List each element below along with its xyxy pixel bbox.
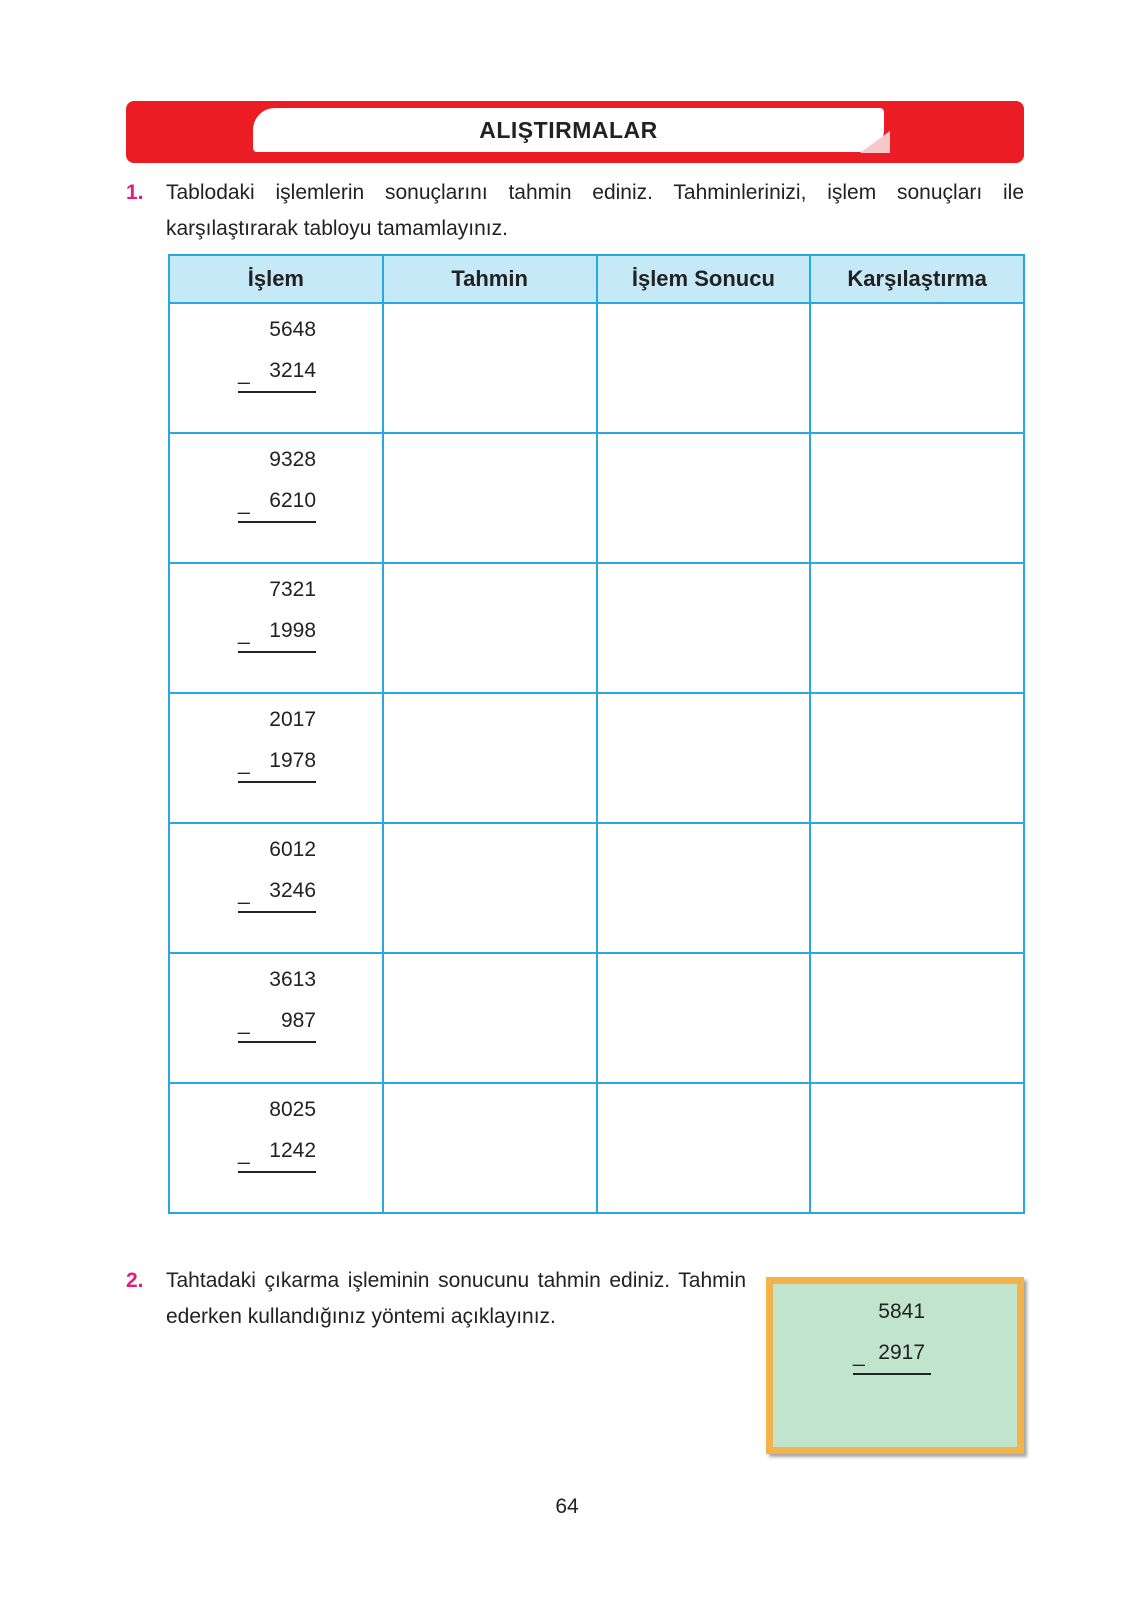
board-minuend: 5841	[878, 1300, 925, 1323]
minuend: 7321	[269, 578, 316, 601]
table-row	[169, 563, 1024, 693]
board-minus-sign: _	[853, 1344, 865, 1367]
subtrahend: 3214	[269, 359, 316, 382]
subtrahend: 3246	[269, 879, 316, 902]
comparison-cell[interactable]	[810, 693, 1024, 823]
estimate-cell[interactable]	[383, 693, 597, 823]
subtraction	[238, 434, 316, 562]
minus-sign: _	[238, 492, 250, 515]
estimate-cell[interactable]	[383, 953, 597, 1083]
board-result-line	[853, 1373, 931, 1375]
estimate-cell[interactable]	[383, 563, 597, 693]
result-line	[238, 1171, 316, 1173]
comparison-cell[interactable]	[810, 953, 1024, 1083]
operation-cell	[169, 1083, 383, 1213]
question-1-text: Tablodaki işlemlerin sonuçlarını tahmin ediniz. Tahminlerinizi, işlem sonuçları ile karşılaştırarak tabloyu tamamlayınız.	[166, 181, 1024, 240]
header-islem-sonucu: İşlem Sonucu	[597, 255, 811, 303]
result-cell[interactable]	[597, 953, 811, 1083]
table-row	[169, 303, 1024, 433]
header-karsilastirma: Karşılaştırma	[810, 255, 1024, 303]
comparison-cell[interactable]	[810, 433, 1024, 563]
minuend: 2017	[269, 708, 316, 731]
subtraction	[238, 564, 316, 692]
subtrahend: 6210	[269, 489, 316, 512]
comparison-cell[interactable]	[810, 1083, 1024, 1213]
question-2-number: 2.	[126, 1269, 144, 1292]
section-title: ALIŞTIRMALAR	[253, 108, 884, 152]
header-islem: İşlem	[169, 255, 383, 303]
subtraction	[238, 1084, 316, 1212]
comparison-cell[interactable]	[810, 823, 1024, 953]
result-cell[interactable]	[597, 563, 811, 693]
operation-cell	[169, 433, 383, 563]
minus-sign: _	[238, 622, 250, 645]
result-line	[238, 1041, 316, 1043]
result-cell[interactable]	[597, 303, 811, 433]
table-row	[169, 823, 1024, 953]
result-cell[interactable]	[597, 693, 811, 823]
result-cell[interactable]	[597, 433, 811, 563]
minuend: 3613	[269, 968, 316, 991]
subtraction	[238, 954, 316, 1082]
operation-cell	[169, 563, 383, 693]
minus-sign: _	[238, 882, 250, 905]
table-row	[169, 1083, 1024, 1213]
minuend: 9328	[269, 448, 316, 471]
question-2-text: Tahtadaki çıkarma işleminin sonucunu tahmin ediniz. Tahmin ederken kullandığınız yöntemi açıklayınız.	[166, 1269, 746, 1328]
minus-sign: _	[238, 1142, 250, 1165]
minus-sign: _	[238, 1012, 250, 1035]
chalkboard	[766, 1277, 1024, 1454]
operation-cell	[169, 303, 383, 433]
question-1-number: 1.	[126, 181, 144, 204]
subtraction	[238, 694, 316, 822]
estimate-cell[interactable]	[383, 303, 597, 433]
section-banner	[126, 101, 1024, 163]
operation-cell	[169, 693, 383, 823]
table-row	[169, 433, 1024, 563]
subtrahend: 1978	[269, 749, 316, 772]
result-cell[interactable]	[597, 823, 811, 953]
header-tahmin: Tahmin	[383, 255, 597, 303]
comparison-cell[interactable]	[810, 303, 1024, 433]
minus-sign: _	[238, 752, 250, 775]
result-line	[238, 391, 316, 393]
estimation-table	[168, 254, 1025, 1214]
minus-sign: _	[238, 362, 250, 385]
operation-cell	[169, 823, 383, 953]
operation-cell	[169, 953, 383, 1083]
table-row	[169, 953, 1024, 1083]
subtraction	[238, 824, 316, 952]
page-number: 64	[555, 1495, 579, 1518]
result-line	[238, 521, 316, 523]
subtrahend: 987	[280, 1009, 316, 1032]
table-row	[169, 693, 1024, 823]
estimate-cell[interactable]	[383, 1083, 597, 1213]
result-line	[238, 651, 316, 653]
board-subtrahend: 2917	[878, 1341, 925, 1364]
result-line	[238, 781, 316, 783]
result-cell[interactable]	[597, 1083, 811, 1213]
minuend: 6012	[269, 838, 316, 861]
subtraction	[238, 304, 316, 432]
comparison-cell[interactable]	[810, 563, 1024, 693]
estimate-cell[interactable]	[383, 823, 597, 953]
estimate-cell[interactable]	[383, 433, 597, 563]
table-header-row	[169, 255, 1024, 303]
minuend: 5648	[269, 318, 316, 341]
minuend: 8025	[269, 1098, 316, 1121]
result-line	[238, 911, 316, 913]
subtrahend: 1242	[269, 1139, 316, 1162]
subtrahend: 1998	[269, 619, 316, 642]
page-curl-decoration	[860, 131, 890, 153]
